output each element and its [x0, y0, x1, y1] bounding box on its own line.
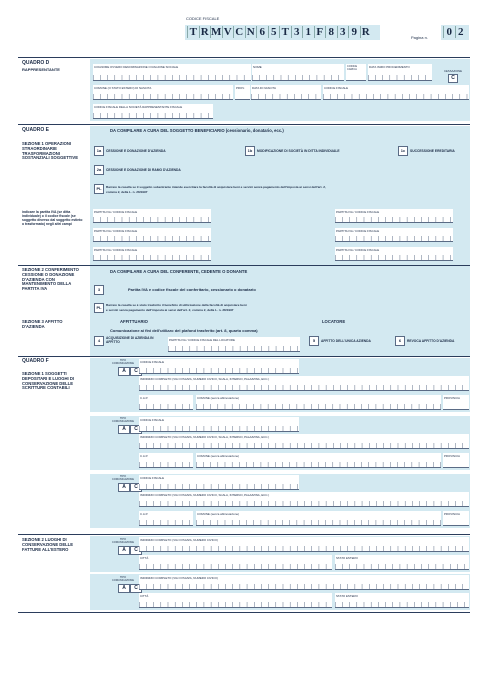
indirizzo-label: INDIRIZZO COMPLETO (VIA O PIAZZA, NUMERO CIVICO, SCALA, INTERNO, PALAZZINA, ECC.): [140, 492, 270, 497]
affittuario-label: AFFITTUARIO: [120, 319, 148, 324]
codice-fiscale-field[interactable]: [185, 25, 380, 40]
pagina-char: 2: [455, 26, 467, 38]
comune-field[interactable]: [196, 453, 441, 468]
option-pl2-box[interactable]: PL: [94, 303, 104, 313]
option-6-label: REVOCA AFFITTO D'AZIENDA: [407, 339, 455, 343]
indirizzo-label: INDIRIZZO COMPLETO (VIA O PIAZZA, NUMERO CIVICO, SCALA, INTERNO, PALAZZINA, ECC.): [140, 376, 270, 381]
quadro-e-heading: DA COMPILARE A CURA DEL SOGGETTO BENEFICIARIO (cessionario, donatario, ecc.): [110, 128, 284, 133]
indirizzo-estero-label: INDIRIZZO COMPLETO (VIA O PIAZZA, NUMERO CIVICO): [140, 537, 218, 542]
codice-fiscale-char: N: [245, 26, 257, 38]
codice-fiscale-char: F: [314, 26, 326, 38]
indirizzo-estero-label: INDIRIZZO COMPLETO (VIA O PIAZZA, NUMERO CIVICO): [140, 575, 218, 580]
pagina-value: [443, 26, 466, 38]
partita-iva-label: PARTITA IVA / CODICE FISCALE: [94, 247, 138, 252]
provincia-label: PROVINCIA: [444, 511, 460, 516]
sezione2-f-title: SEZIONE 2 LUOGHI DI CONSERVAZIONE DELLE FATTURE ALL'ESTERO: [22, 537, 74, 552]
comune-nascita-label: COMUNE (O STATO ESTERO) DI NASCITA: [94, 85, 152, 90]
comune-label: COMUNE (senza abbreviazione): [197, 453, 240, 458]
divider: [18, 124, 470, 125]
partita-iva-field[interactable]: [335, 209, 453, 223]
divider: [18, 612, 470, 613]
pagina-char: 0: [443, 26, 455, 38]
codice-fiscale-char: R: [199, 26, 211, 38]
data-nascita-field[interactable]: [251, 85, 321, 100]
codice-fiscale-char: T: [279, 26, 291, 38]
cognome-label: COGNOME OVVERO DENOMINAZIONE O RAGIONE SOCIALE: [94, 64, 179, 69]
tipo-c-box[interactable]: C: [130, 425, 142, 434]
codice-fiscale-f-field[interactable]: [139, 417, 299, 432]
tipo-a-box[interactable]: A: [118, 367, 130, 376]
sezione2-e-title: SEZIONE 2 CONFERIMENTO CESSIONE O DONAZIONE D'AZIENDA CON MANTENIMENTO DELLA PARTITA IVA: [22, 267, 79, 292]
partita-iva-label: PARTITA IVA / CODICE FISCALE: [336, 228, 380, 233]
option-6-box[interactable]: 6: [395, 336, 405, 346]
tipo-c-box[interactable]: C: [130, 584, 142, 593]
pl-text-line1: Barrare la casella se il soggetto subentrante intende esercitare la facoltà di acquistare beni e servizi senza pagamento dell'imposta ai sensi dell'art. 2,: [106, 185, 326, 189]
piva-locatore-field[interactable]: [168, 337, 300, 352]
divider: [18, 534, 470, 535]
option-3-box[interactable]: 3: [94, 285, 104, 295]
option-5-label: AFFITTO DELL'UNICA AZIENDA: [321, 339, 371, 343]
codice-fiscale-label: CODICE FISCALE: [186, 16, 220, 21]
codice-fiscale-f-label: CODICE FISCALE: [140, 359, 165, 364]
pl2-text-line1: Barrare la casella se è stato trasferito il beneficio di utilizzazione della facoltà di acquistare beni: [106, 303, 247, 307]
codice-fiscale-char: 6: [256, 26, 268, 38]
option-1c-box[interactable]: 1c: [398, 146, 408, 156]
nome-label: NOME: [253, 64, 262, 69]
prov-label: PROV.: [236, 85, 245, 90]
nome-field[interactable]: [252, 64, 344, 81]
tipo-a-box[interactable]: A: [118, 584, 130, 593]
option-pl-box[interactable]: PL: [94, 184, 104, 194]
option-1b-box[interactable]: 1b: [245, 146, 255, 156]
divider: [18, 265, 470, 266]
cap-label: C.A.P.: [140, 395, 148, 400]
cf-societa-field[interactable]: [93, 104, 213, 119]
stato-estero-field[interactable]: [335, 555, 469, 570]
codice-fiscale-char: 8: [325, 26, 337, 38]
cessazione-box[interactable]: C: [448, 74, 458, 83]
codice-fiscale-f-label: CODICE FISCALE: [140, 475, 165, 480]
codice-carica-field[interactable]: [346, 64, 366, 81]
comunicazione-plafond: Comunicazione ai fini dell'utilizzo del plafond trasferito (art. 8, quarto comma): [110, 328, 258, 333]
tipo-comunicazione-label: TIPO COMUNICAZIONE: [111, 538, 135, 544]
tipo-a-box[interactable]: A: [118, 546, 130, 555]
tipo-c-box[interactable]: C: [130, 367, 142, 376]
stato-estero-label: STATO ESTERO: [336, 555, 358, 560]
codice-fiscale-char: 9: [348, 26, 360, 38]
tipo-comunicazione-label: TIPO COMUNICAZIONE: [111, 359, 135, 365]
indirizzo-label: INDIRIZZO COMPLETO (VIA O PIAZZA, NUMERO CIVICO, SCALA, INTERNO, PALAZZINA, ECC.): [140, 434, 270, 439]
pl2-text-line2: e servizi senza pagamento dell'imposta ai sensi dell'art. 2, comma 2, della L. n. 28/1997: [106, 308, 234, 312]
divider: [18, 356, 470, 357]
codice-fiscale-f-field[interactable]: [139, 359, 299, 374]
tipo-comunicazione-label: TIPO COMUNICAZIONE: [111, 417, 135, 423]
indirizzo-estero-field[interactable]: [139, 575, 469, 590]
option-4-box[interactable]: 4: [94, 336, 104, 346]
partita-iva-field[interactable]: [93, 247, 211, 261]
option-1b-label: MODIFICAZIONE DI SOCIETÀ IN DITTA INDIVIDUALE: [257, 149, 340, 153]
option-1a-box[interactable]: 1a: [94, 146, 104, 156]
provincia-label: PROVINCIA: [444, 453, 460, 458]
partita-iva-field[interactable]: [93, 209, 211, 223]
quadro-e-heading2: DA COMPILARE A CURA DEL CONFERENTE, CEDENTE O DONANTE: [110, 269, 248, 274]
locatore-label: LOCATORE: [322, 319, 346, 324]
option-1a-label: CESSIONE E DONAZIONE D'AZIENDA: [106, 149, 166, 153]
pagina-field[interactable]: [441, 25, 469, 40]
data-inizio-label: DATA INIZIO PROCEDIMENTO: [369, 64, 410, 69]
stato-estero-field[interactable]: [335, 593, 469, 608]
partita-iva-field[interactable]: [93, 228, 211, 242]
pagina-label: Pagina n.: [411, 35, 428, 40]
partita-iva-label: PARTITA IVA / CODICE FISCALE: [94, 209, 138, 214]
partita-iva-label: PARTITA IVA / CODICE FISCALE: [336, 247, 380, 252]
comune-nascita-field[interactable]: [93, 85, 233, 100]
provincia-field[interactable]: [443, 453, 469, 468]
sezione1-f-title: SEZIONE 1 SOGGETTI DEPOSITARI E LUOGHI DI CONSERVAZIONE DELLE SCRITTURE CONTABILI: [22, 371, 75, 391]
option-4-label: ACQUISIZIONE DI AZIENDA IN AFFITTO: [106, 336, 154, 344]
indirizzo-field[interactable]: [139, 492, 469, 507]
tipo-c-box[interactable]: C: [130, 483, 142, 492]
tipo-c-box[interactable]: C: [130, 546, 142, 555]
comune-label: COMUNE (senza abbreviazione): [197, 395, 240, 400]
divider: [18, 57, 470, 58]
citta-field[interactable]: [139, 593, 332, 608]
codice-carica-label: CODICE CARICA: [347, 64, 358, 71]
codice-fiscale-char: 5: [268, 26, 280, 38]
tipo-a-box[interactable]: A: [118, 483, 130, 492]
comune-field[interactable]: [196, 395, 441, 410]
codice-fiscale-f-field[interactable]: [139, 475, 299, 490]
option-5-box[interactable]: 5: [309, 336, 319, 346]
cognome-field[interactable]: [93, 64, 251, 81]
tipo-comunicazione-label: TIPO COMUNICAZIONE: [111, 475, 135, 481]
codice-fiscale-char: M: [211, 26, 222, 38]
sezione1-e-title: SEZIONE 1 OPERAZIONI STRAORDINARIE TRASFORMAZIONI SOSTANZIALI SOGGETTIVE: [22, 141, 78, 161]
codice-fiscale-d-label: CODICE FISCALE: [324, 85, 349, 90]
indirizzo-field[interactable]: [139, 376, 469, 391]
codice-fiscale-d-field[interactable]: [323, 85, 469, 100]
citta-field[interactable]: [139, 555, 332, 570]
cap-label: C.A.P.: [140, 453, 148, 458]
codice-fiscale-char: T: [187, 26, 199, 38]
piva-locatore-label: PARTITA IVA / CODICE FISCALE DEL LOCATORE: [169, 337, 235, 342]
data-nascita-label: DATA DI NASCITA: [252, 85, 276, 90]
prov-field[interactable]: [235, 85, 250, 100]
citta-label: CITTÀ: [140, 555, 149, 560]
cap-field[interactable]: [139, 395, 193, 410]
pl-text-line2: comma 2, della L. n. 28/1997: [106, 190, 148, 194]
option-3-label: Partita IVA e codice fiscale del conferitario, cessionario o donatario: [128, 287, 256, 292]
tipo-comunicazione-label: TIPO COMUNICAZIONE: [111, 576, 135, 582]
indirizzo-field[interactable]: [139, 434, 469, 449]
sezione3-e-title: SEZIONE 3 AFFITTO D'AZIENDA: [22, 319, 63, 329]
data-inizio-field[interactable]: [368, 64, 432, 81]
codice-fiscale-char: 1: [302, 26, 314, 38]
cessazione-label: CESSAZIONE: [444, 69, 463, 73]
codice-fiscale-char: 3: [337, 26, 349, 38]
quadro-e-title: QUADRO E: [22, 127, 49, 133]
codice-fiscale-value: [187, 26, 371, 38]
cf-societa-label: CODICE FISCALE DELLA SOCIETÀ RAPPRESENTANTE FISCALE: [94, 104, 183, 109]
cap-label: C.A.P.: [140, 511, 148, 516]
partita-iva-field[interactable]: [335, 247, 453, 261]
option-2a-box[interactable]: 2a: [94, 165, 104, 175]
cap-field[interactable]: [139, 453, 193, 468]
provincia-label: PROVINCIA: [444, 395, 460, 400]
codice-fiscale-char: V: [222, 26, 234, 38]
codice-fiscale-char: 3: [291, 26, 303, 38]
cap-field[interactable]: [139, 511, 193, 526]
option-2a-label: CESSIONE E DONAZIONE DI RAMO D'AZIENDA: [106, 168, 181, 172]
comune-field[interactable]: [196, 511, 441, 526]
provincia-field[interactable]: [443, 511, 469, 526]
partita-iva-note: indicare la partita IVA (se ditta individuale) o il codice fiscale (se soggetto diverso dal soggetto estinto o trasformato) negli altri campi: [22, 210, 83, 227]
tipo-a-box[interactable]: A: [118, 425, 130, 434]
codice-fiscale-char: C: [233, 26, 245, 38]
partita-iva-label: PARTITA IVA / CODICE FISCALE: [94, 228, 138, 233]
partita-iva-label: PARTITA IVA / CODICE FISCALE: [336, 209, 380, 214]
comune-label: COMUNE (senza abbreviazione): [197, 511, 240, 516]
codice-fiscale-f-label: CODICE FISCALE: [140, 417, 165, 422]
provincia-field[interactable]: [443, 395, 469, 410]
codice-fiscale-char: R: [360, 26, 372, 38]
stato-estero-label: STATO ESTERO: [336, 593, 358, 598]
partita-iva-field[interactable]: [335, 228, 453, 242]
citta-label: CITTÀ: [140, 593, 149, 598]
option-1c-label: SUCCESSIONE EREDITARIA: [410, 149, 455, 153]
quadro-d-subtitle: RAPPRESENTANTE: [22, 67, 60, 72]
quadro-d-title: QUADRO D: [22, 60, 50, 66]
indirizzo-estero-field[interactable]: [139, 537, 469, 552]
quadro-f-title: QUADRO F: [22, 358, 49, 364]
